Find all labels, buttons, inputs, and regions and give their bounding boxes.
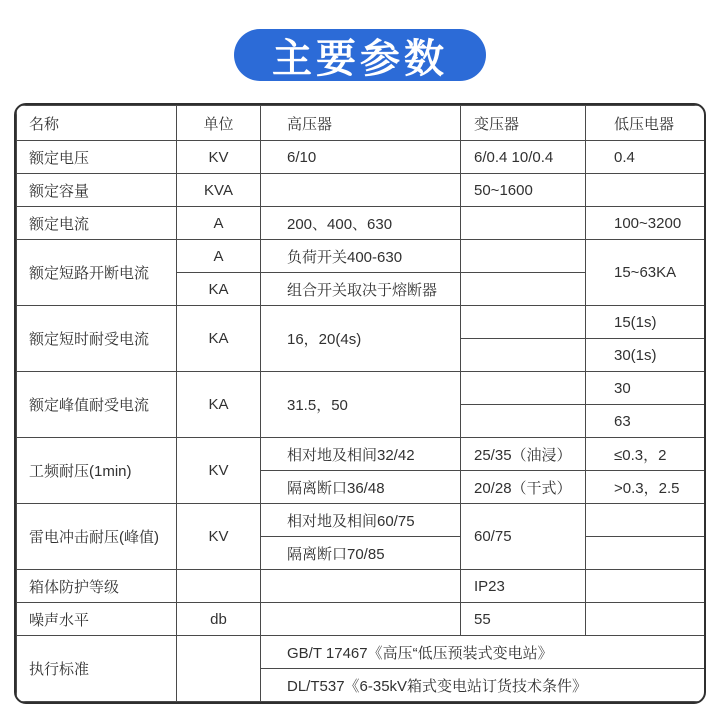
cell-lightning-name: 雷电冲击耐压(峰值): [17, 504, 177, 570]
cell-enclosure-lv: [586, 570, 705, 603]
cell-rated-capacity-name: 额定容量: [17, 174, 177, 207]
parameters-table: [14, 103, 706, 704]
cell-rated-current-hv: 200、400、630: [261, 207, 461, 240]
cell-peak-tx-2: [461, 405, 586, 438]
cell-rated-capacity-unit: KVA: [177, 174, 261, 207]
cell-standards-line-1: GB/T 17467《高压“低压预装式变电站》: [261, 636, 705, 669]
cell-lightning-tx: 60/75: [461, 504, 586, 570]
cell-rated-current-name: 额定电流: [17, 207, 177, 240]
cell-power-freq-hv-2: 隔离断口36/48: [261, 471, 461, 504]
cell-standards-name: 执行标准: [17, 636, 177, 702]
cell-noise-unit: db: [177, 603, 261, 636]
table-row: [17, 603, 705, 636]
cell-power-freq-tx-2: 20/28（干式）: [461, 471, 586, 504]
col-header-hv: 高压器: [261, 106, 461, 141]
cell-short-time-lv-2: 30(1s): [586, 339, 705, 372]
cell-rated-voltage-lv: 0.4: [586, 141, 705, 174]
cell-peak-tx-1: [461, 372, 586, 405]
cell-enclosure-name: 箱体防护等级: [17, 570, 177, 603]
cell-enclosure-tx: IP23: [461, 570, 586, 603]
table-row: [17, 240, 705, 273]
table-row: [17, 207, 705, 240]
cell-short-time-tx-1: [461, 306, 586, 339]
cell-lightning-unit: KV: [177, 504, 261, 570]
cell-short-circuit-tx-2: [461, 273, 586, 306]
cell-standards-line-2: DL/T537《6-35kV箱式变电站订货技术条件》: [261, 669, 705, 702]
cell-short-circuit-lv: 15~63KA: [586, 240, 705, 306]
cell-short-circuit-unit-1: A: [177, 240, 261, 273]
parameters-table-grid: [16, 105, 705, 702]
cell-noise-lv: [586, 603, 705, 636]
col-header-unit: 单位: [177, 106, 261, 141]
table-row: [17, 570, 705, 603]
cell-short-circuit-name: 额定短路开断电流: [17, 240, 177, 306]
table-row: [17, 174, 705, 207]
cell-noise-hv: [261, 603, 461, 636]
cell-lightning-hv-1: 相对地及相间60/75: [261, 504, 461, 537]
cell-peak-lv-1: 30: [586, 372, 705, 405]
page-title: [234, 29, 486, 81]
cell-peak-name: 额定峰值耐受电流: [17, 372, 177, 438]
cell-rated-capacity-lv: [586, 174, 705, 207]
cell-short-circuit-unit-2: KA: [177, 273, 261, 306]
cell-lightning-hv-2: 隔离断口70/85: [261, 537, 461, 570]
cell-lightning-lv-1: [586, 504, 705, 537]
cell-power-freq-unit: KV: [177, 438, 261, 504]
page-title-text: 主要参数: [272, 36, 448, 81]
cell-short-circuit-hv-1: 负荷开关400-630: [261, 240, 461, 273]
table-row: [17, 636, 705, 669]
cell-rated-capacity-tx: 50~1600: [461, 174, 586, 207]
cell-short-time-lv-1: 15(1s): [586, 306, 705, 339]
cell-enclosure-unit: [177, 570, 261, 603]
cell-short-time-name: 额定短时耐受电流: [17, 306, 177, 372]
cell-rated-current-unit: A: [177, 207, 261, 240]
cell-peak-unit: KA: [177, 372, 261, 438]
cell-lightning-lv-2: [586, 537, 705, 570]
cell-power-freq-name: 工频耐压(1min): [17, 438, 177, 504]
col-header-lv: 低压电器: [586, 106, 705, 141]
cell-rated-current-lv: 100~3200: [586, 207, 705, 240]
col-header-tx: 变压器: [461, 106, 586, 141]
cell-peak-hv: 31.5，50: [261, 372, 461, 438]
cell-standards-unit: [177, 636, 261, 702]
cell-rated-capacity-hv: [261, 174, 461, 207]
cell-power-freq-lv-1: ≤0.3，2: [586, 438, 705, 471]
cell-short-circuit-tx-1: [461, 240, 586, 273]
cell-enclosure-hv: [261, 570, 461, 603]
col-header-name: 名称: [17, 106, 177, 141]
cell-short-time-tx-2: [461, 339, 586, 372]
table-row: [17, 141, 705, 174]
header-row: [17, 106, 705, 141]
cell-noise-tx: 55: [461, 603, 586, 636]
cell-power-freq-lv-2: >0.3，2.5: [586, 471, 705, 504]
cell-noise-name: 噪声水平: [17, 603, 177, 636]
table-row: [17, 504, 705, 537]
table-row: [17, 372, 705, 405]
table-row: [17, 438, 705, 471]
cell-rated-voltage-name: 额定电压: [17, 141, 177, 174]
cell-power-freq-hv-1: 相对地及相间32/42: [261, 438, 461, 471]
cell-peak-lv-2: 63: [586, 405, 705, 438]
cell-rated-voltage-hv: 6/10: [261, 141, 461, 174]
cell-short-circuit-hv-2: 组合开关取决于熔断器: [261, 273, 461, 306]
cell-power-freq-tx-1: 25/35（油浸）: [461, 438, 586, 471]
cell-rated-voltage-tx: 6/0.4 10/0.4: [461, 141, 586, 174]
cell-short-time-unit: KA: [177, 306, 261, 372]
cell-rated-current-tx: [461, 207, 586, 240]
cell-short-time-hv: 16，20(4s): [261, 306, 461, 372]
cell-rated-voltage-unit: KV: [177, 141, 261, 174]
table-row: [17, 306, 705, 339]
